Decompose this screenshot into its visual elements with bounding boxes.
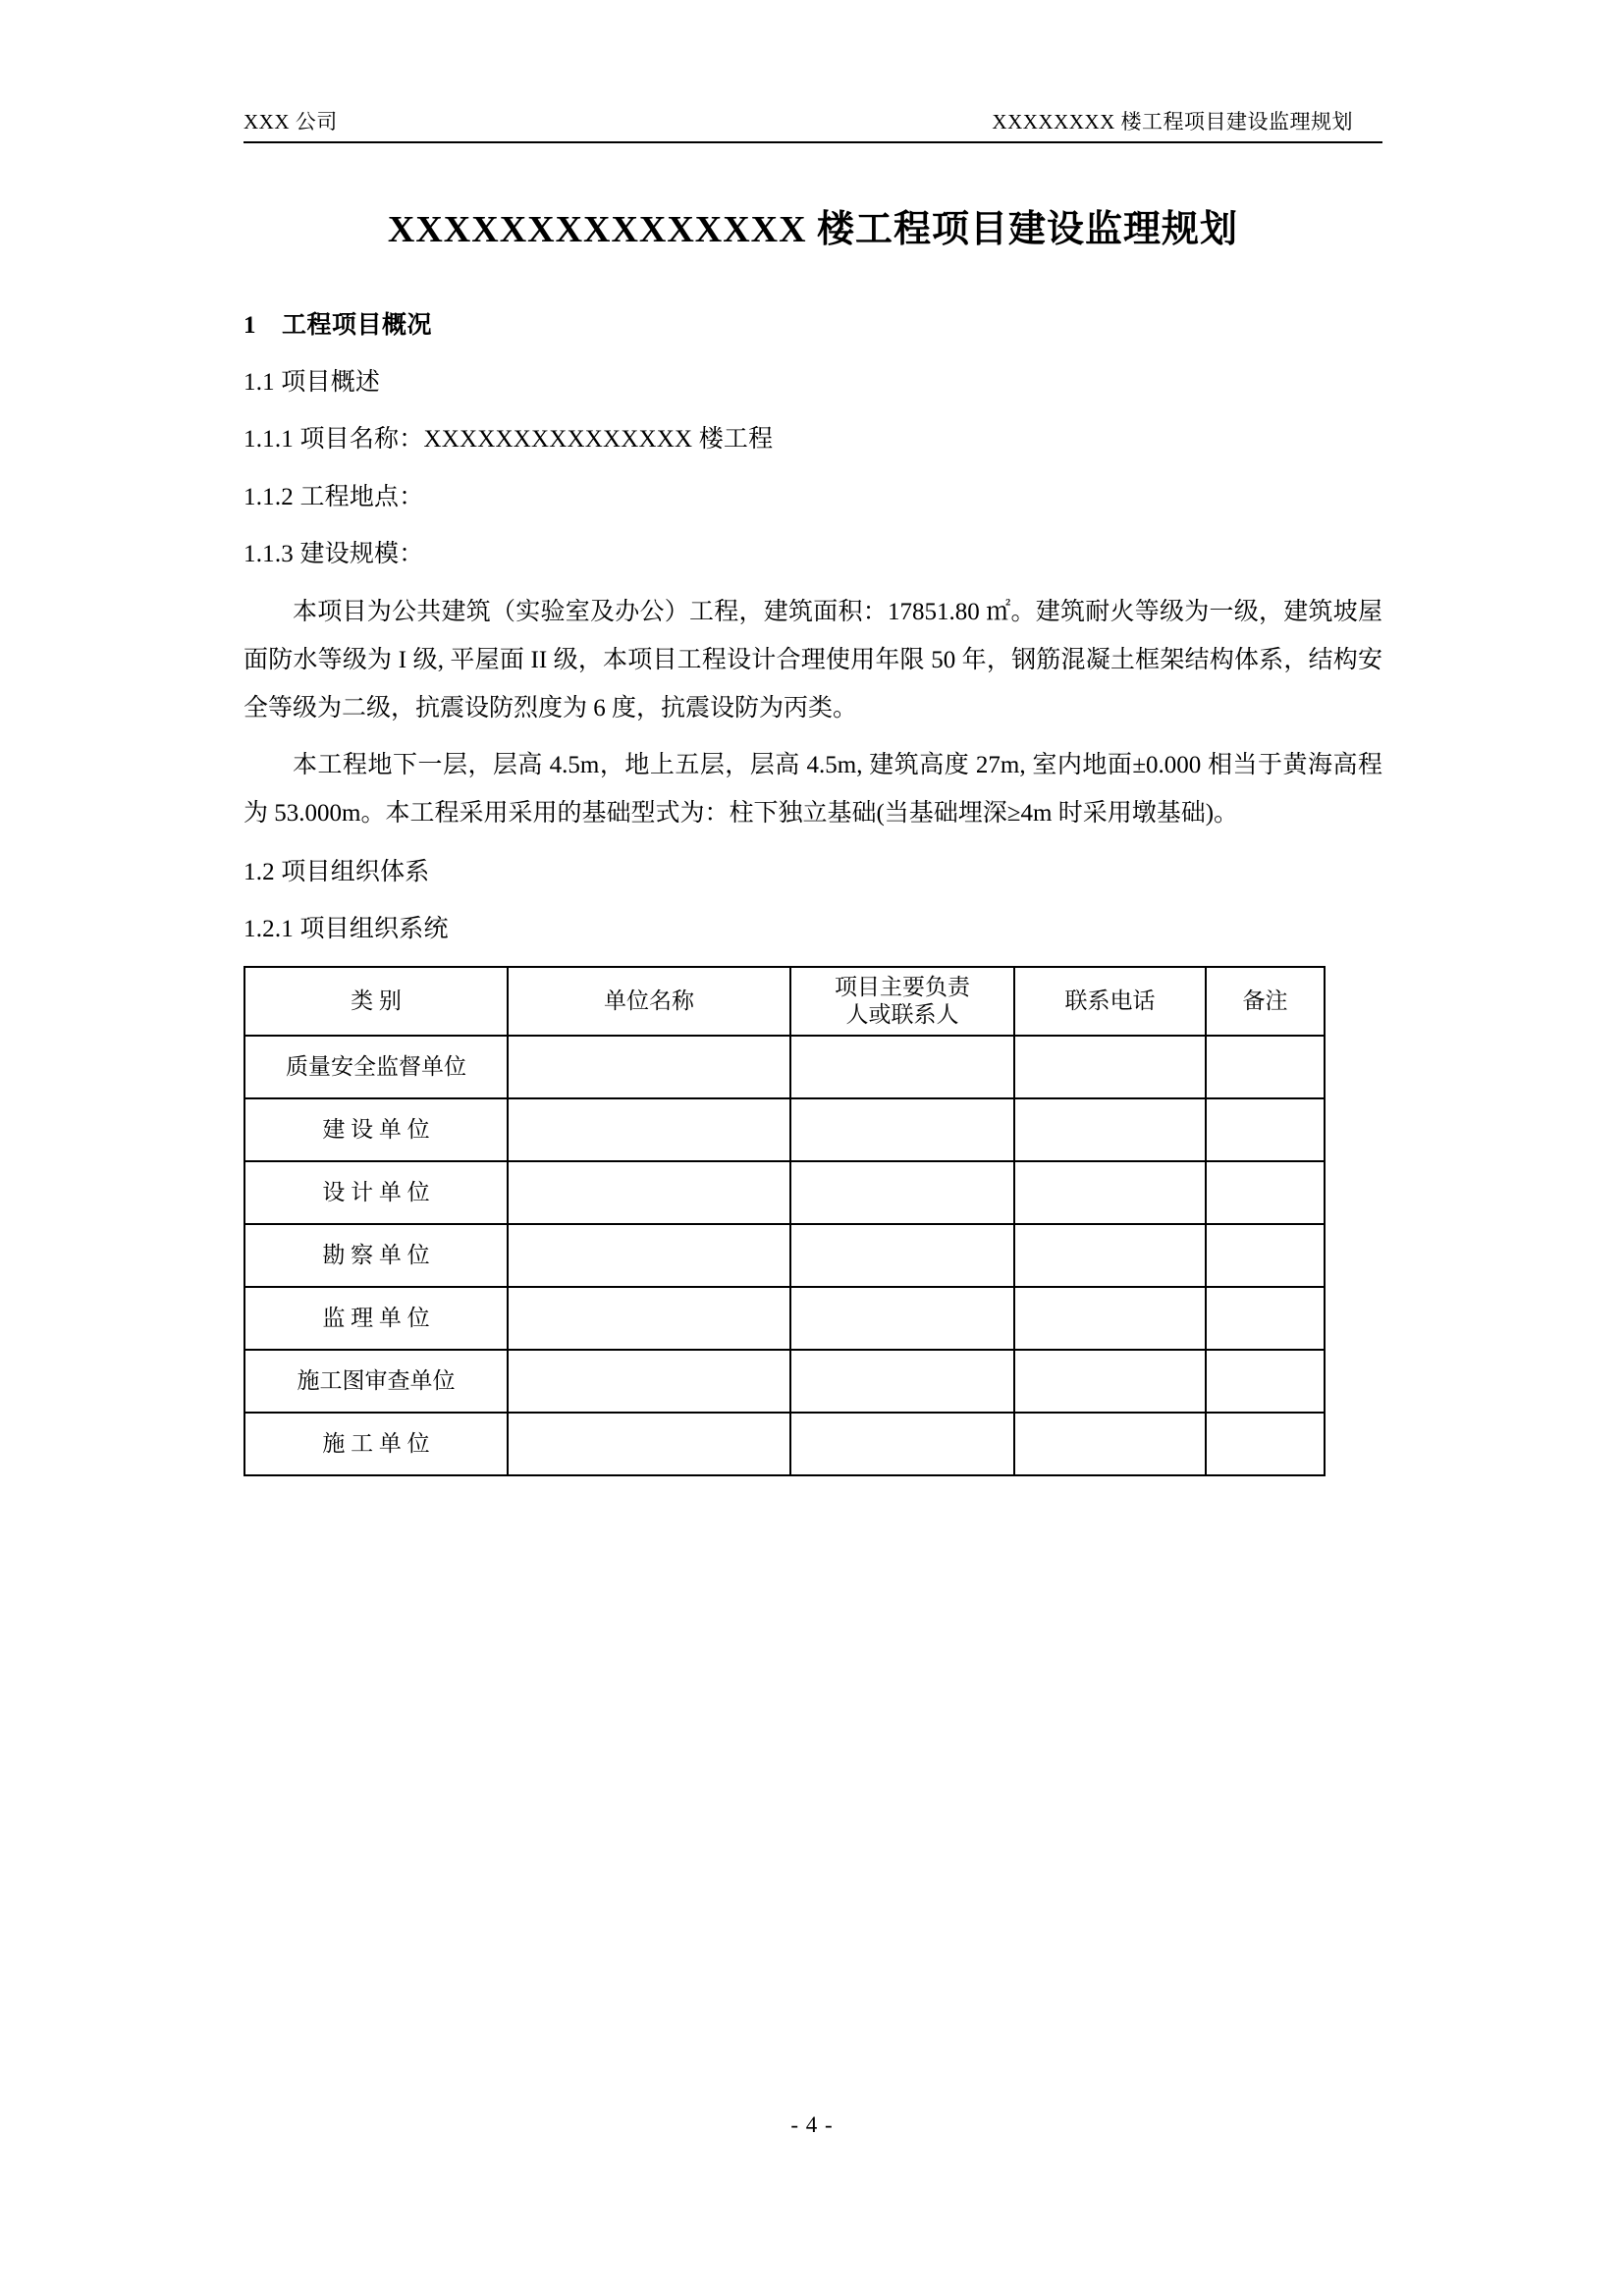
cell-note[interactable] (1206, 1036, 1325, 1098)
cell-phone[interactable] (1014, 1036, 1206, 1098)
subsection-1-1: 1.1 项目概述 (244, 369, 381, 396)
paragraph-foundation: 本工程地下一层，层高 4.5m，地上五层，层高 4.5m, 建筑高度 27m, 室内地面±0.000 相当于黄海高程为 53.000m。本工程采用采用的基础型式为：柱下独立基础(当基础埋深≥4m 时采用墩基础)。 (244, 752, 1382, 827)
table-row (244, 1161, 1325, 1224)
cell-note[interactable] (1206, 1098, 1325, 1161)
table-row (244, 1350, 1325, 1413)
table-header-phone: 联系电话 (1014, 967, 1206, 1036)
table-row (244, 1036, 1325, 1098)
row-label-survey-unit: 勘 察 单 位 (244, 1224, 508, 1287)
cell-unit-name[interactable] (508, 1224, 790, 1287)
table-header-contact-line1: 项目主要负责 (835, 974, 970, 999)
row-label-contractor-unit: 施 工 单 位 (244, 1413, 508, 1475)
cell-phone[interactable] (1014, 1224, 1206, 1287)
paragraph-building-scale: 本项目为公共建筑（实验室及办公）工程，建筑面积：17851.80 ㎡。建筑耐火等级为一级，建筑坡屋面防水等级为 I 级, 平屋面 II 级，本项目工程设计合理使用年限 50 年，钢筋混凝土框架结构体系，结构安全等级为二级，抗震设防烈度为 6 度，抗震设防为丙类。 (244, 599, 1382, 721)
table-row (244, 1098, 1325, 1161)
table-header-row (244, 967, 1325, 1036)
page-header (244, 106, 1382, 143)
subsection-1-1-3: 1.1.3 建设规模： (244, 540, 424, 567)
cell-contact-person[interactable] (790, 1287, 1014, 1350)
header-document-title: XXXXXXXX 楼工程项目建设监理规划 (992, 110, 1353, 133)
subsection-1-1-1: 1.1.1 项目名称：XXXXXXXXXXXXXXX 楼工程 (244, 426, 774, 454)
table-header-unit-name: 单位名称 (508, 967, 790, 1036)
table-header-note: 备注 (1206, 967, 1325, 1036)
cell-note[interactable] (1206, 1287, 1325, 1350)
cell-note[interactable] (1206, 1350, 1325, 1413)
cell-contact-person[interactable] (790, 1098, 1014, 1161)
cell-note[interactable] (1206, 1224, 1325, 1287)
page-title: XXXXXXXXXXXXXXX 楼工程项目建设监理规划 (387, 209, 1239, 250)
cell-note[interactable] (1206, 1413, 1325, 1475)
cell-contact-person[interactable] (790, 1413, 1014, 1475)
cell-phone[interactable] (1014, 1287, 1206, 1350)
cell-contact-person[interactable] (790, 1350, 1014, 1413)
cell-contact-person[interactable] (790, 1161, 1014, 1224)
cell-phone[interactable] (1014, 1161, 1206, 1224)
table-row (244, 1224, 1325, 1287)
section-heading-1 (244, 305, 1382, 341)
cell-contact-person[interactable] (790, 1224, 1014, 1287)
row-label-design-unit: 设 计 单 位 (244, 1161, 508, 1224)
cell-phone[interactable] (1014, 1413, 1206, 1475)
row-label-construction-owner: 建 设 单 位 (244, 1098, 508, 1161)
cell-unit-name[interactable] (508, 1098, 790, 1161)
table-header-category: 类 别 (244, 967, 508, 1036)
cell-note[interactable] (1206, 1161, 1325, 1224)
table-header-contact-line2: 人或联系人 (845, 1002, 959, 1028)
row-label-drawing-review-unit: 施工图审查单位 (244, 1350, 508, 1413)
subsection-1-2: 1.2 项目组织体系 (244, 858, 430, 885)
page-content (244, 106, 1382, 1476)
cell-unit-name[interactable] (508, 1350, 790, 1413)
table-row (244, 1287, 1325, 1350)
cell-contact-person[interactable] (790, 1036, 1014, 1098)
cell-phone[interactable] (1014, 1350, 1206, 1413)
cell-unit-name[interactable] (508, 1413, 790, 1475)
organization-table (244, 966, 1326, 1476)
row-label-supervision-unit: 监 理 单 位 (244, 1287, 508, 1350)
cell-unit-name[interactable] (508, 1036, 790, 1098)
section-number: 1 (244, 312, 256, 339)
section-title: 工程项目概况 (282, 312, 433, 339)
page-footer: - 4 - (790, 2112, 834, 2137)
cell-unit-name[interactable] (508, 1287, 790, 1350)
table-header-contact-person (790, 967, 1014, 1036)
table-row (244, 1413, 1325, 1475)
row-label-quality-safety-supervision: 质量安全监督单位 (244, 1036, 508, 1098)
subsection-1-1-2: 1.1.2 工程地点： (244, 483, 424, 510)
header-company: XXX 公司 (244, 110, 338, 133)
subsection-1-2-1: 1.2.1 项目组织系统 (244, 916, 449, 942)
cell-phone[interactable] (1014, 1098, 1206, 1161)
cell-unit-name[interactable] (508, 1161, 790, 1224)
